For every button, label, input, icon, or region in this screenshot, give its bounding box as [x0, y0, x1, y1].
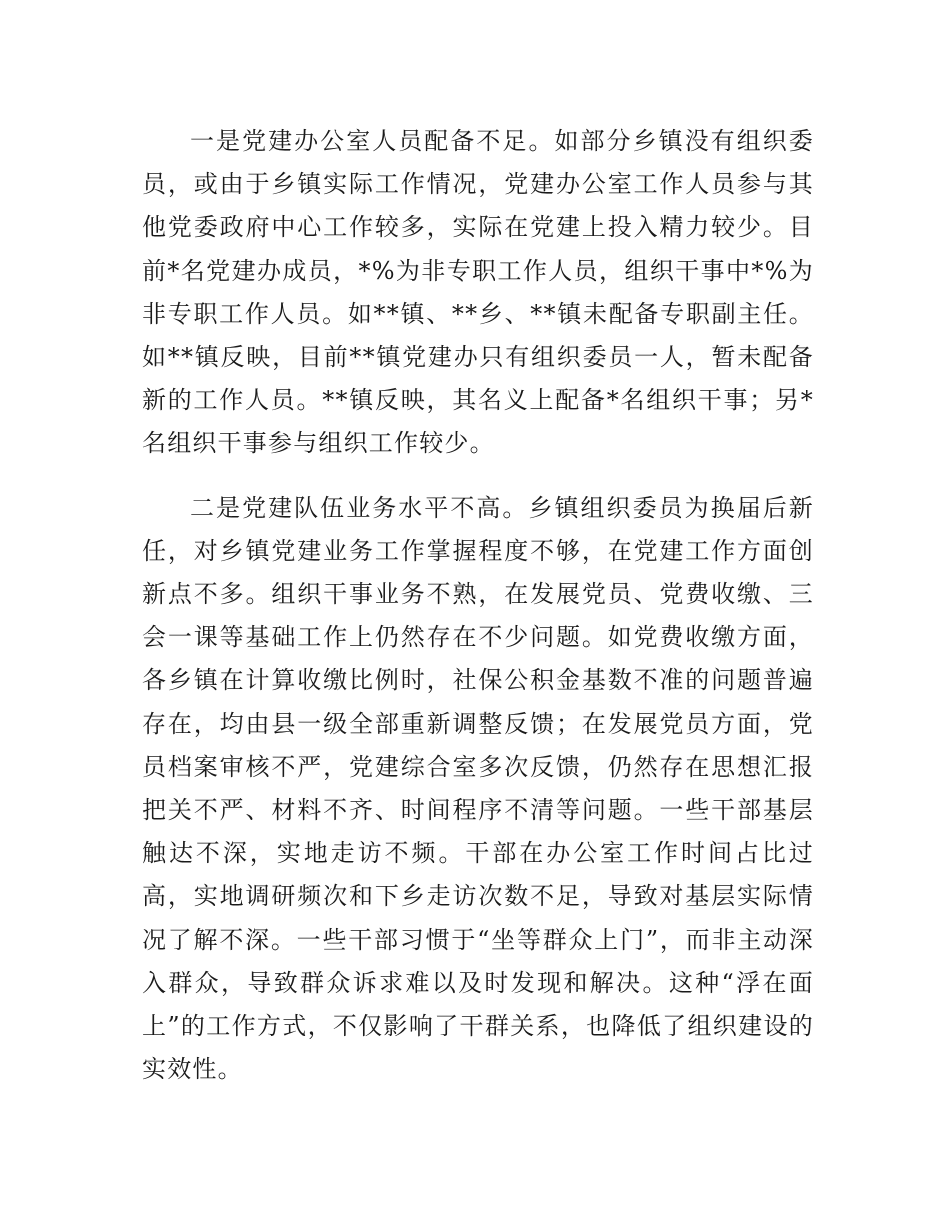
paragraph-staffing: 一是党建办公室人员配备不足。如部分乡镇没有组织委员，或由于乡镇实际工作情况，党建办公室工作人员参与其他党委政府中心工作较多，实际在党建上投入精力较少。目前*名党建办成员，*%为非专职工作人员，组织干事中*%为非专职工作人员。如**镇、**乡、**镇未配备专职副主任。如**镇反映，目前**镇党建办只有组织委员一人，暂未配备新的工作人员。**镇反映，其名义上配备*名组织干事；另*名组织干事参与组织工作较少。: [142, 127, 814, 458]
paragraph-competence: 二是党建队伍业务水平不高。乡镇组织委员为换届后新任，对乡镇党建业务工作掌握程度不够，在党建工作方面创新点不多。组织干事业务不熟，在发展党员、党费收缴、三会一课等基础工作上仍然存在不少问题。如党费收缴方面，各乡镇在计算收缴比例时，社保公积金基数不准的问题普遍存在，均由县一级全部重新调整反馈；在发展党员方面，党员档案审核不严，党建综合室多次反馈，仍然存在思想汇报把关不严、材料不齐、时间程序不清等问题。一些干部基层触达不深，实地走访不频。干部在办公室工作时间占比过高，实地调研频次和下乡走访次数不足，导致对基层实际情况了解不深。一些干部习惯于“坐等群众上门”，而非主动深入群众，导致群众诉求难以及时发现和解决。这种“浮在面上”的工作方式，不仅影响了干群关系，也降低了组织建设的实效性。: [142, 493, 814, 1084]
document-body: [142, 120, 814, 1091]
